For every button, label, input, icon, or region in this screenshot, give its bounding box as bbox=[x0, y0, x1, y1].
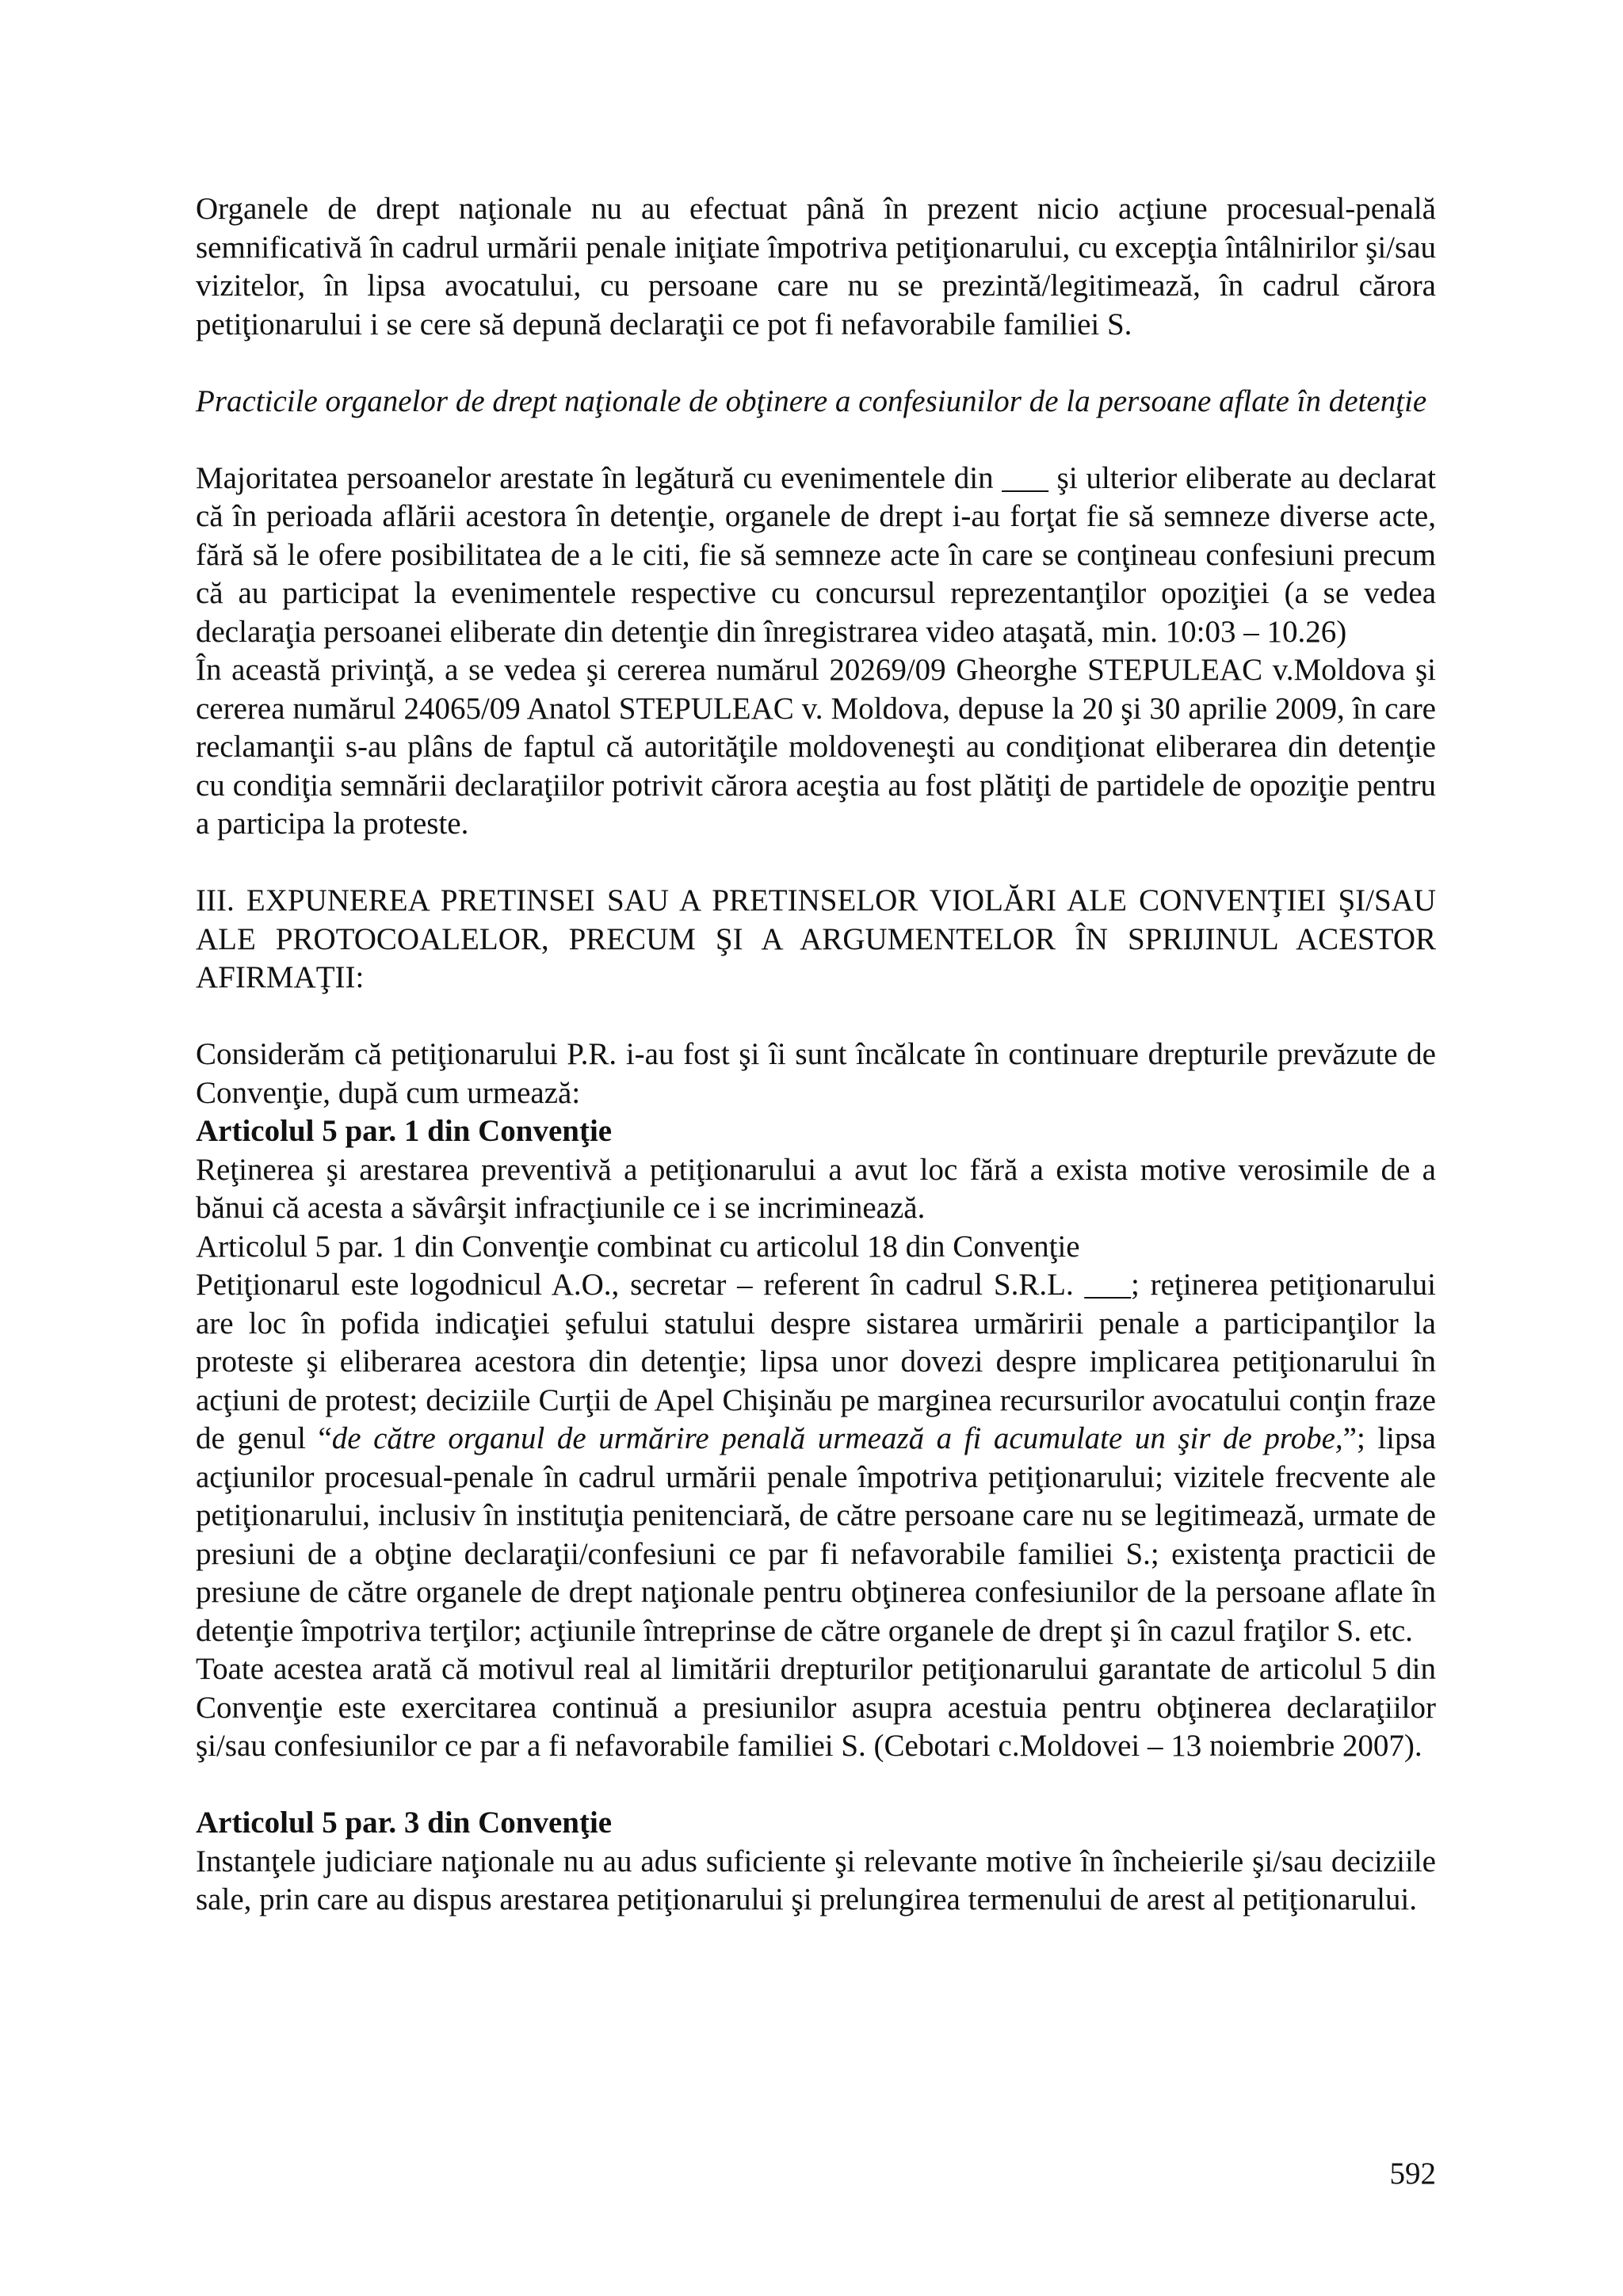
paragraph-detention-without-grounds: Reţinerea şi arestarea preventivă a petiţionarului a avut loc fără a exista motive verosimile de a bănui că acesta a săvârşit infracţiunile ce i se incriminează. bbox=[196, 1152, 1436, 1225]
heading-article-5-combined-18: Articolul 5 par. 1 din Convenţie combinat cu articolul 18 din Convenţie bbox=[196, 1229, 1080, 1264]
paragraph-petitioner-circumstances-part1: Petiţionarul este logodnicul A.O., secretar – referent în cadrul S.R.L. ___; reţinerea petiţionarului are loc în pofida indicaţiei şefului statului despre sistarea urmăririi penale a participanţilor la proteste şi eliberarea acestora din detenţie; lipsa unor dovezi despre implicarea petiţionarului în acţiuni de protest; deciziile Curţii de Apel Chişinău pe marginea recursurilor avocatului conţin fraze de genul “ bbox=[196, 1268, 1436, 1455]
document-body bbox=[196, 190, 1436, 1920]
paragraph-petitioner-circumstances-part2: ”; lipsa acţiunilor procesual-penale în cadrul urmării penale împotriva petiţionarului; vizitele frecvente ale petiţionarului, inclusiv în instituţia penitenciară, de către persoane care nu se legitimează, urmate de presiuni de a obţine declaraţii/confesiuni ce par fi nefavorabile familiei S.; existenţa practicii de presiune de către organele de drept naţionale pentru obţinerea confesiunilor de la persoane aflate în detenţie împotriva terţilor; acţiunile întreprinse de către organele de drept şi în cazul fraţilor S. etc. bbox=[196, 1421, 1436, 1648]
paragraph-insufficient-reasons: Instanţele judiciare naţionale nu au adus suficiente şi relevante motive în încheierile şi/sau deciziile sale, prin care au dispus arestarea petiţionarului şi prelungirea termenului de arest al petiţionarului. bbox=[196, 1844, 1436, 1917]
paragraph-arrested-persons-declarations: Majoritatea persoanelor arestate în legătură cu evenimentele din ___ şi ulterior eliberate au declarat că în perioada aflării acestora în detenţie, organele de drept i-au forţat fie să semneze diverse acte, fără să le ofere posibilitatea de a le citi, fie să semneze acte în care se conţineau confesiuni precum că au participat la evenimentele respective cu concursul reprezentanţilor opoziţiei (a se vedea declaraţia persoanei eliberate din detenţie din înregistrarea video ataşată, min. 10:03 – 10.26) bbox=[196, 460, 1436, 649]
heading-article-5-par-3: Articolul 5 par. 3 din Convenţie bbox=[196, 1806, 613, 1840]
page-number: 592 bbox=[1389, 2157, 1436, 2191]
quoted-court-phrase: de către organul de urmărire penală urmează a fi acumulate un şir de probe, bbox=[331, 1421, 1343, 1455]
paragraph-stepuleac-cases: În această privinţă, a se vedea şi cererea numărul 20269/09 Gheorghe STEPULEAC v.Moldova şi cererea numărul 24065/09 Anatol STEPULEAC v. Moldova, depuse la 20 şi 30 aprilie 2009, în care reclamanţii s-au plâns de faptul că autorităţile moldoveneşti au condiţionat eliberarea din detenţie cu condiţia semnării declaraţiilor potrivit cărora aceştia au fost plătiţi de partidele de opoziţie pentru a participa la proteste. bbox=[196, 653, 1436, 841]
paragraph-investigation-inaction: Organele de drept naţionale nu au efectuat până în prezent nicio acţiune procesual-penală semnificativă în cadrul urmării penale iniţiate împotriva petiţionarului, cu excepţia întâlnirilor şi/sau vizitelor, în lipsa avocatului, cu persoane care nu se prezintă/legitimează, în cadrul cărora petiţionarului i se cere să depună declaraţii ce pot fi nefavorabile familiei S. bbox=[196, 192, 1436, 341]
section-heading-confession-practices: Practicile organelor de drept naţionale de obţinere a confesiunilor de la persoane aflate în detenţie bbox=[196, 383, 1427, 418]
heading-article-5-par-1: Articolul 5 par. 1 din Convenţie bbox=[196, 1114, 613, 1148]
paragraph-petitioner-circumstances bbox=[196, 1266, 1436, 1650]
paragraph-rights-violated-intro: Considerăm că petiţionarului P.R. i-au fost şi îi sunt încălcate în continuare drepturile prevăzute de Convenţie, după cum urmează: bbox=[196, 1037, 1436, 1110]
section-heading-violations: III. EXPUNEREA PRETINSEI SAU A PRETINSELOR VIOLĂRI ALE CONVENŢIEI ŞI/SAU ALE PROTOCOALELOR, PRECUM ŞI A ARGUMENTELOR ÎN SPRIJINUL ACESTOR AFIRMAŢII: bbox=[196, 883, 1436, 994]
paragraph-real-motive: Toate acestea arată că motivul real al limitării drepturilor petiţionarului garantate de articolul 5 din Convenţie este exercitarea continuă a presiunilor asupra acestuia pentru obţinerea declaraţiilor şi/sau confesiunilor ce par a fi nefavorabile familiei S. (Cebotari c.Moldovei – 13 noiembrie 2007). bbox=[196, 1652, 1436, 1763]
